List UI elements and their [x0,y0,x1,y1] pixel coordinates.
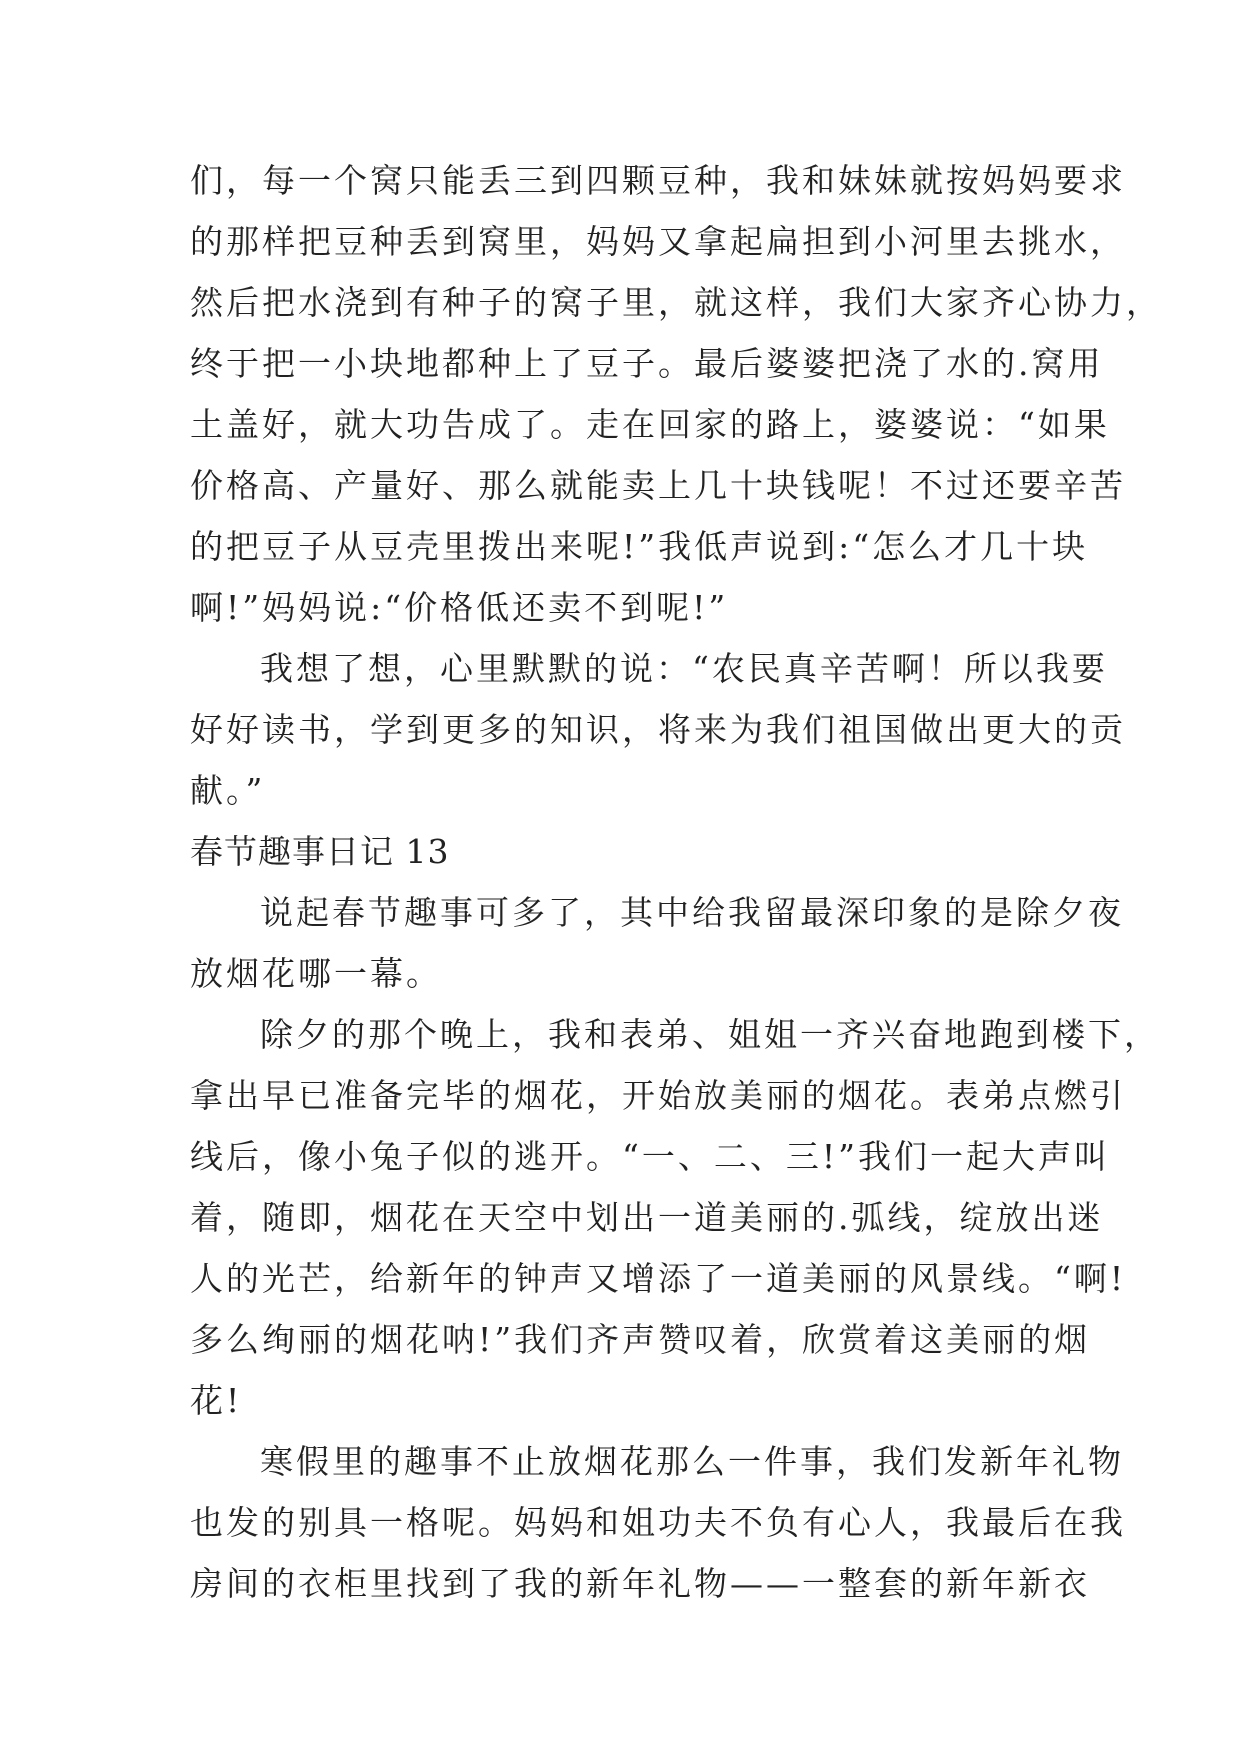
document-body [190,150,1162,1614]
text-line: 房间的衣柜里找到了我的新年礼物——一整套的新年新衣 [190,1564,1090,1603]
paragraph [190,1004,1160,1431]
text-line: 然后把水浇到有种子的窝子里，就这样，我们大家齐心协力， [190,283,1162,322]
text-line: 拿出早已准备完毕的烟花，开始放美丽的烟花。表弟点燃引 [190,1076,1126,1115]
text-line: 终于把一小块地都种上了豆子。最后婆婆把浇了水的.窝用 [190,344,1104,383]
text-line: 说起春节趣事可多了，其中给我留最深印象的是除夕夜 [260,893,1124,932]
text-line: 啊!”妈妈说:“价格低还卖不到呢!” [190,588,729,627]
text-line: 的把豆子从豆壳里拨出来呢!”我低声说到:“怎么才几十块 [190,527,1089,566]
text-line: 献。” [190,771,266,810]
text-line: 也发的别具一格呢。妈妈和姐功夫不负有心人，我最后在我 [190,1503,1126,1542]
text-line: 花! [190,1381,243,1420]
paragraph [190,882,1124,1004]
text-line: 寒假里的趣事不止放烟花那么一件事，我们发新年礼物 [260,1442,1124,1481]
text-line: 着，随即，烟花在天空中划出一道美丽的.弧线，绽放出迷 [190,1198,1104,1237]
text-line: 放烟花哪一幕。 [190,954,442,993]
text-line: 人的光芒，给新年的钟声又增添了一道美丽的风景线。“啊! [190,1259,1127,1298]
text-line: 多么绚丽的烟花呐!”我们齐声赞叹着，欣赏着这美丽的烟 [190,1320,1091,1359]
paragraph [190,1431,1126,1614]
text-line: 价格高、产量好、那么就能卖上几十块钱呢！不过还要辛苦 [190,466,1126,505]
text-line: 除夕的那个晚上，我和表弟、姐姐一齐兴奋地跑到楼下， [260,1015,1160,1054]
section-title: 春节趣事日记 13 [190,832,450,871]
text-line: 们，每一个窝只能丢三到四颗豆种，我和妹妹就按妈妈要求 [190,161,1126,200]
text-line: 的那样把豆种丢到窝里，妈妈又拿起扁担到小河里去挑水， [190,222,1126,261]
paragraph [190,150,1162,638]
paragraph [190,638,1126,821]
text-line: 土盖好，就大功告成了。走在回家的路上，婆婆说：“如果 [190,405,1110,444]
text-line: 线后，像小兔子似的逃开。“一、二、三!”我们一起大声叫 [190,1137,1111,1176]
text-line: 好好读书，学到更多的知识，将来为我们祖国做出更大的贡 [190,710,1126,749]
text-line: 我想了想，心里默默的说：“农民真辛苦啊！所以我要 [260,649,1108,688]
